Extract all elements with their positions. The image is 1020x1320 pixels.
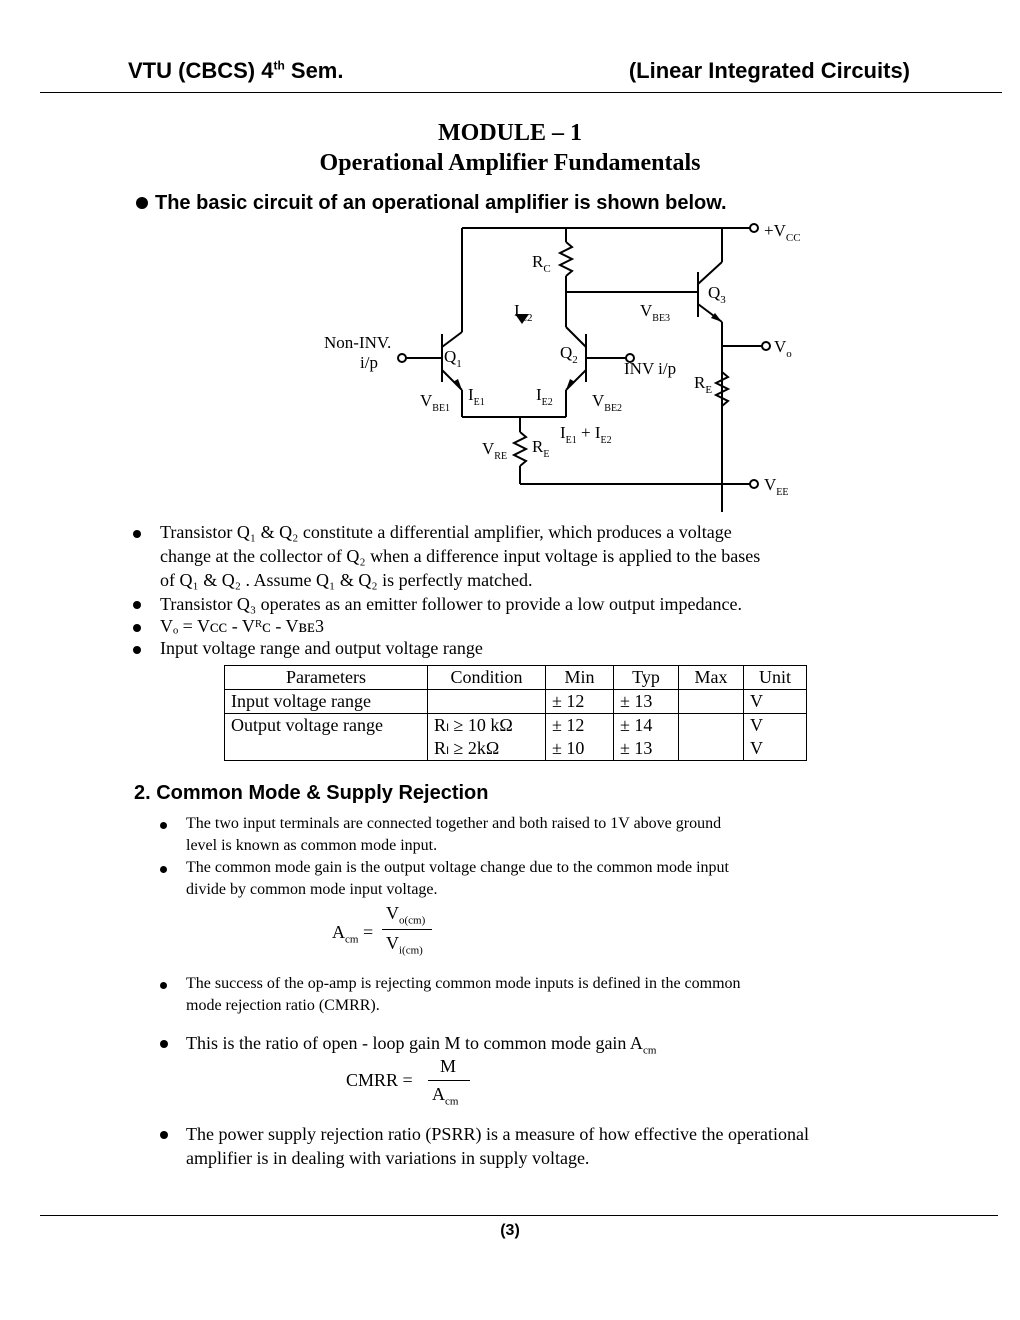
table-row bbox=[225, 690, 807, 714]
svg-text:Non-INV.: Non-INV. bbox=[324, 333, 392, 352]
bullet-dot bbox=[133, 624, 141, 632]
fraction-bar bbox=[428, 1080, 470, 1081]
fraction-bar bbox=[382, 929, 432, 930]
bullet-text: Transistor Q₁ & Q₂ constitute a differential amplifier, which produces a voltage bbox=[160, 522, 732, 542]
table-cell: Rₗ ≥ 2kΩ bbox=[428, 737, 546, 761]
page-number: (3) bbox=[500, 1222, 520, 1239]
bullet-dot bbox=[133, 530, 141, 538]
table-cell: ± 13 bbox=[614, 737, 679, 761]
table-cell: Rₗ ≥ 10 kΩ bbox=[428, 714, 546, 738]
acm-lhs: $A_{cm}$ = bbox=[332, 922, 374, 946]
table-cell bbox=[679, 714, 744, 738]
table-header: Condition bbox=[428, 666, 546, 690]
bullet-text: This is the ratio of open - loop gain M to common mode gain $A_{cm}$ bbox=[186, 1033, 657, 1057]
table-header: Typ bbox=[614, 666, 679, 690]
svg-text:i/p: i/p bbox=[360, 353, 378, 372]
bullet-text: level is known as common mode input. bbox=[186, 837, 438, 854]
svg-text:RC: $R_C$ bbox=[532, 252, 551, 275]
svg-text:Vo: $V_o$ bbox=[774, 337, 792, 360]
bullet-dot bbox=[133, 646, 141, 654]
svg-text:VEE: $V_{EE}$ bbox=[764, 475, 789, 498]
svg-text:IE1: $I_{E1}$ bbox=[468, 385, 485, 408]
table-cell: V bbox=[744, 714, 807, 738]
bullet-text: The common mode gain is the output voltage change due to the common mode input bbox=[186, 859, 729, 876]
table-cell bbox=[428, 690, 546, 714]
bullet-text: of Q₁ & Q₂ . Assume Q₁ & Q₂ is perfectly matched. bbox=[160, 570, 533, 590]
table-cell: ± 13 bbox=[614, 690, 679, 714]
bullet-text: The power supply rejection ratio (PSRR) is a measure of how effective the operational bbox=[186, 1124, 809, 1144]
table-cell: ± 12 bbox=[546, 714, 614, 738]
table-cell: V bbox=[744, 690, 807, 714]
bullet-text: divide by common mode input voltage. bbox=[186, 881, 438, 898]
svg-text:VBE2: $V_{BE2}$ bbox=[592, 391, 623, 414]
svg-text:VBE3: $V_{BE3}$ bbox=[640, 301, 671, 324]
footer-divider bbox=[40, 1215, 998, 1216]
svg-text:+VCC: $+V_{CC}$ bbox=[764, 222, 801, 244]
table-cell bbox=[679, 737, 744, 761]
section-heading: 2. Common Mode & Supply Rejection bbox=[134, 782, 489, 804]
svg-text:IE1 + IE2: $I_{E1} + I_{E2}$ bbox=[560, 423, 612, 446]
table-cell: Input voltage range bbox=[225, 690, 428, 714]
module-title: MODULE – 1 bbox=[438, 120, 582, 146]
svg-text:RE: $R_E$ bbox=[532, 437, 550, 460]
cmrr-lhs: CMRR = bbox=[346, 1070, 413, 1090]
table-header: Unit bbox=[744, 666, 807, 690]
bullet-dot bbox=[160, 822, 167, 829]
bullet-text: The success of the op-amp is rejecting common mode inputs is defined in the common bbox=[186, 975, 741, 992]
acm-denominator: $V_{i(cm)}$ bbox=[386, 933, 423, 957]
page-subtitle: Operational Amplifier Fundamentals bbox=[319, 150, 701, 176]
opamp-circuit-diagram bbox=[310, 222, 830, 512]
table-cell: Output voltage range bbox=[225, 714, 428, 761]
acm-numerator: $V_{o(cm)}$ bbox=[386, 903, 426, 927]
svg-text:IC2: $I_{C2}$ bbox=[514, 301, 533, 324]
table-cell: V bbox=[744, 737, 807, 761]
svg-text:VRE: $V_{RE}$ bbox=[482, 439, 508, 462]
svg-text:Q3: $Q_3$ bbox=[708, 283, 726, 306]
svg-text:IE2: $I_{E2}$ bbox=[536, 385, 553, 408]
table-header: Min bbox=[546, 666, 614, 690]
bullet-dot bbox=[136, 197, 148, 209]
table-header: Max bbox=[679, 666, 744, 690]
table-row bbox=[225, 714, 807, 738]
bullet-text: change at the collector of Q₂ when a difference input voltage is applied to the bases bbox=[160, 546, 761, 566]
intro-text: The basic circuit of an operational amplifier is shown below. bbox=[155, 192, 727, 214]
svg-text:RE: $R_E$ bbox=[694, 373, 713, 396]
bullet-text: Vₒ = Vᴄᴄ - Vᴿᴄ - Vʙᴇ3 bbox=[160, 616, 325, 636]
bullet-dot bbox=[133, 601, 141, 609]
voltage-range-table bbox=[224, 665, 807, 761]
bullet-dot bbox=[160, 982, 167, 989]
bullet-text: amplifier is in dealing with variations in supply voltage. bbox=[186, 1148, 590, 1168]
bullet-text: Input voltage range and output voltage range bbox=[160, 638, 483, 658]
bullet-dot bbox=[160, 1131, 168, 1139]
table-header: Parameters bbox=[225, 666, 428, 690]
table-header-row bbox=[225, 666, 807, 690]
table-cell: ± 12 bbox=[546, 690, 614, 714]
cmrr-denominator: $A_{cm}$ bbox=[432, 1084, 459, 1108]
header-divider bbox=[40, 92, 1002, 93]
svg-text:INV i/p: INV i/p bbox=[624, 359, 677, 378]
table-cell: ± 14 bbox=[614, 714, 679, 738]
svg-text:Q2: $Q_2$ bbox=[560, 343, 578, 366]
bullet-dot bbox=[160, 1040, 168, 1048]
bullet-text: mode rejection ratio (CMRR). bbox=[186, 997, 380, 1014]
table-cell bbox=[679, 690, 744, 714]
header-left: VTU (CBCS) 4th Sem. bbox=[128, 58, 344, 83]
bullet-dot bbox=[160, 866, 167, 873]
table-cell: ± 10 bbox=[546, 737, 614, 761]
cmrr-numerator: M bbox=[440, 1056, 457, 1076]
bullet-text: Transistor Q₃ operates as an emitter follower to provide a low output impedance. bbox=[160, 594, 742, 614]
svg-text:VBE1: $V_{BE1}$ bbox=[420, 391, 451, 414]
header-right: (Linear Integrated Circuits) bbox=[628, 58, 910, 83]
svg-text:Q1: $Q_1$ bbox=[444, 347, 462, 370]
bullet-text: The two input terminals are connected together and both raised to 1V above ground bbox=[186, 815, 722, 832]
